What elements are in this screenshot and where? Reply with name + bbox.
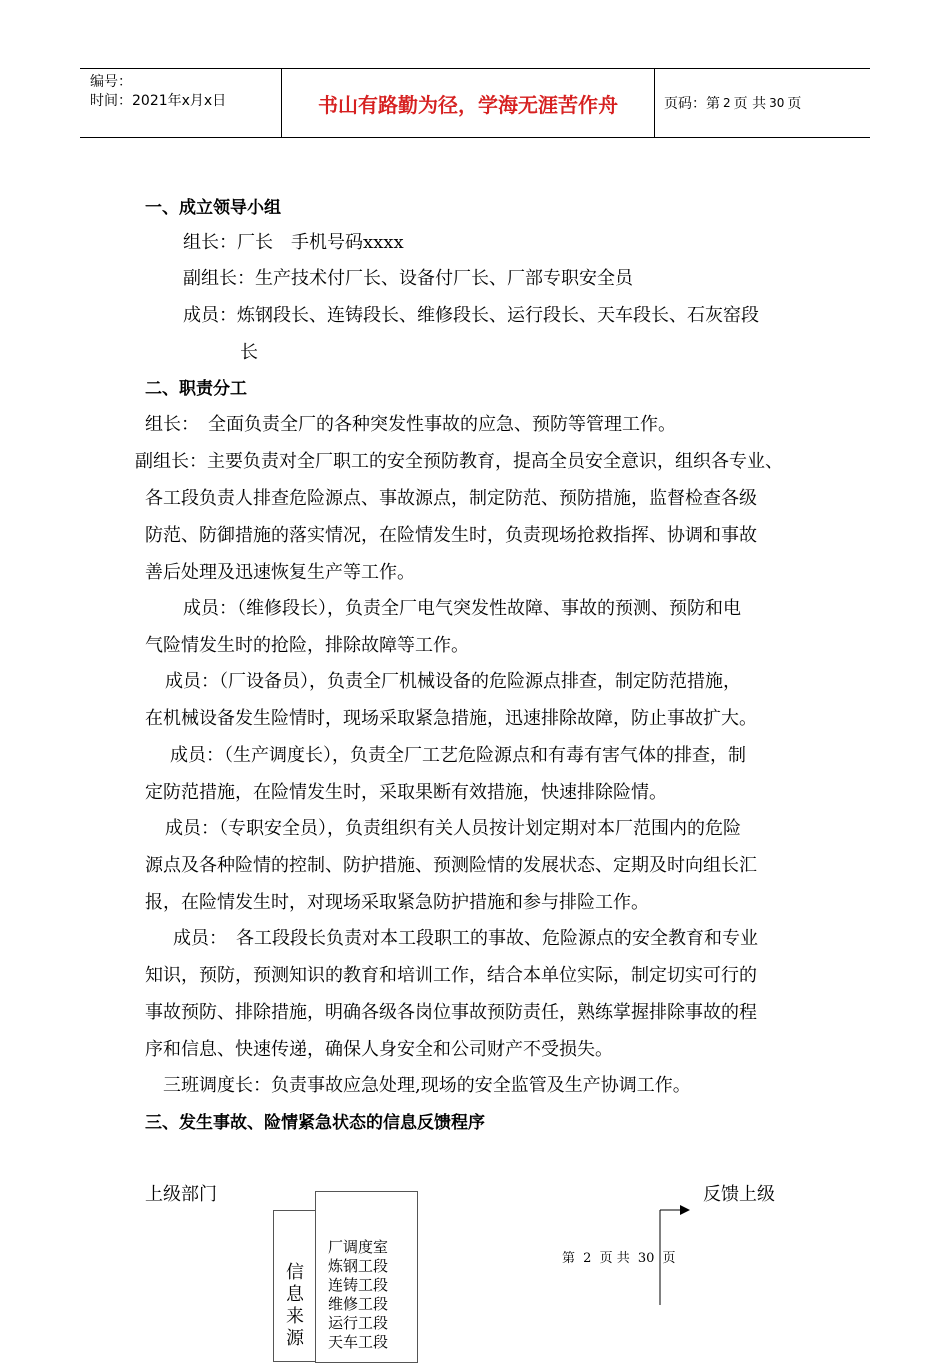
body-line: 气险情发生时的抢险，排除故障等工作。 (145, 635, 469, 656)
body-line: 成员：（生产调度长），负责全厂工艺危险源点和有毒有害气体的排查，制 (170, 745, 746, 766)
unit-item: 厂调度室 (328, 1238, 389, 1256)
body-line: 副组长：生产技术付厂长、设备付厂长、厂部专职安全员 (183, 268, 633, 289)
header-divider (654, 69, 655, 137)
footer-prefix: 第 (562, 1251, 576, 1266)
body-line: 序和信息、快速传递，确保人身安全和公司财产不受损失。 (145, 1039, 613, 1060)
body-line: 源点及各种险情的控制、防护措施、预测险情的发展状态、定期及时向组长汇 (145, 855, 757, 876)
section-title-3: 三、发生事故、险情紧急状态的信息反馈程序 (145, 1113, 485, 1133)
page-footer (562, 1247, 676, 1266)
header-motto: 书山有路勤为径，学海无涯苦作舟 (318, 92, 618, 117)
body-line: 各工段负责人排查危险源点、事故源点，制定防范、预防措施，监督检查各级 (145, 488, 757, 509)
body-line: 副组长：主要负责对全厂职工的安全预防教育，提高全员安全意识，组织各专业、 (135, 451, 783, 472)
upper-dept-label: 上级部门 (145, 1184, 217, 1205)
body-line: 定防范措施，在险情发生时，采取果断有效措施，快速排除险情。 (145, 782, 667, 803)
unit-item: 运行工段 (328, 1314, 389, 1332)
header-page-info (664, 69, 801, 137)
body-line: 防范、防御措施的落实情况，在险情发生时，负责现场抢救指挥、协调和事故 (145, 525, 757, 546)
info-source-char: 源 (286, 1328, 304, 1349)
body-line: 三班调度长：负责事故应急处理,现场的安全监管及生产协调工作。 (163, 1075, 691, 1096)
section-title-2: 二、职责分工 (145, 379, 247, 399)
body-line: 知识，预防，预测知识的教育和培训工作，结合本单位实际，制定切实可行的 (145, 965, 757, 986)
body-line: 成员：（维修段长），负责全厂电气突发性故障、事故的预测、预防和电 (183, 598, 741, 619)
body-line: 报，在险情发生时，对现场采取紧急防护措施和参与排险工作。 (145, 892, 649, 913)
code-label: 编号： (90, 74, 132, 90)
footer-mid: 页 共 (599, 1251, 630, 1266)
body-line: 在机械设备发生险情时，现场采取紧急措施，迅速排除故障，防止事故扩大。 (145, 708, 757, 729)
page-number: 2 (723, 96, 731, 110)
body-line: 成员：（专职安全员），负责组织有关人员按计划定期对本厂范围内的危险 (165, 818, 741, 839)
body-line: 组长： 全面负责全厂的各种突发性事故的应急、预防等管理工作。 (145, 414, 676, 435)
body-line: 组长：厂长 手机号码xxxx (183, 232, 404, 253)
header-meta (90, 73, 226, 111)
info-source-char: 信 (286, 1262, 304, 1283)
time-label: 时间：2021年x月x日 (90, 93, 227, 109)
unit-item: 维修工段 (328, 1295, 389, 1313)
page-total: 30 (769, 96, 785, 110)
unit-item: 炼钢工段 (328, 1257, 389, 1275)
info-source-char: 息 (286, 1284, 304, 1305)
page-header (80, 68, 870, 138)
page-end: 页 (787, 96, 802, 112)
info-source-char: 来 (286, 1306, 304, 1327)
body-line: 善后处理及迅速恢复生产等工作。 (145, 562, 415, 583)
unit-item: 天车工段 (328, 1333, 389, 1351)
body-line: 成员：（厂设备员），负责全厂机械设备的危险源点排查，制定防范措施， (165, 671, 741, 692)
body-line: 成员：炼钢段长、连铸段长、维修段长、运行段长、天车段长、石灰窑段 (183, 305, 759, 326)
body-line: 长 (240, 342, 258, 363)
body-line: 事故预防、排除措施，明确各级各岗位事故预防责任，熟练掌握排除事故的程 (145, 1002, 757, 1023)
body-line: 成员： 各工段段长负责对本工段职工的事故、危险源点的安全教育和专业 (173, 928, 758, 949)
page-label: 页码：第 (664, 96, 720, 112)
section-title-1: 一、成立领导小组 (145, 198, 281, 218)
info-source-label (284, 1262, 306, 1350)
arrow-head-icon (680, 1205, 690, 1215)
footer-suffix: 页 (662, 1251, 676, 1266)
footer-total: 30 (637, 1251, 655, 1266)
unit-item: 连铸工段 (328, 1276, 389, 1294)
page-mid: 页 共 (733, 96, 767, 112)
feedback-upper-label: 反馈上级 (703, 1184, 775, 1205)
units-list (328, 1238, 388, 1352)
footer-page: 2 (583, 1251, 592, 1266)
